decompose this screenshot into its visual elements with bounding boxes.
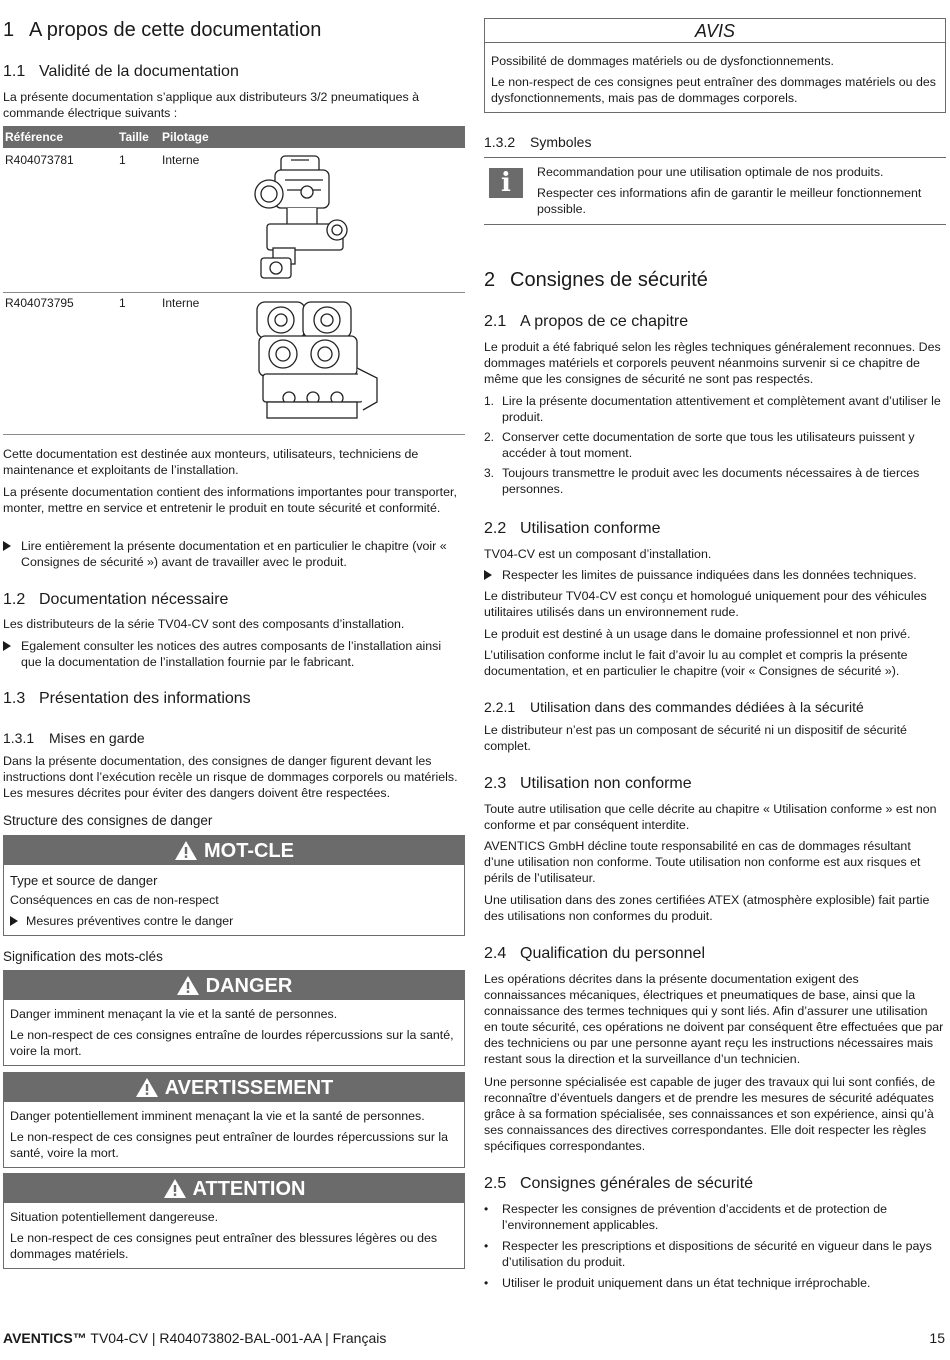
section-2-3-text-2: AVENTICS GmbH décline toute responsabilité en cas de dommages résultant d’une utilisation non conforme. Toute utilisation non conforme est aux risques et périls de l’utilisateur.	[484, 839, 921, 885]
warning-icon	[176, 975, 200, 996]
section-1-2-heading: 1.2 Documentation nécessaire	[3, 591, 229, 608]
avertissement-line-2: Le non-respect de ces consignes peut entraîner de lourdes répercussions sur la santé, voire la mort.	[10, 1130, 449, 1160]
section-2-4-heading: 2.4 Qualification du personnel	[484, 945, 706, 962]
danger-bar: DANGER	[4, 971, 464, 1000]
table-row-1-ref: R404073781	[5, 153, 74, 167]
section-1-1-heading: 1.1 Validité de la documentation	[3, 63, 239, 80]
list-item: • Utiliser le produit uniquement dans un état technique irréprochable.	[484, 1276, 871, 1290]
section-2-3-heading: 2.3 Utilisation non conforme	[484, 775, 692, 792]
attention-line-2: Le non-respect de ces consignes peut entraîner des blessures légères ou des dommages matériels.	[10, 1231, 438, 1261]
chapter-2-heading: 2 Consignes de sécurité	[484, 269, 708, 291]
warning-icon	[135, 1077, 159, 1098]
attention-bar: ATTENTION	[4, 1174, 464, 1203]
table-row-2-ref: R404073795	[5, 296, 74, 310]
section-2-4-text-1: Les opérations décrites dans la présente documentation exigent des connaissances mécaniques, électriques et pneumatiques de base, ainsi que la connaissance des termes techniques qui y sont liés. Afin d’assurer une utilisation en toute sécurité, ces opérations ne doivent par conséquent être effectuées que par des techniciens ou par une personne ayant reçu les instructions nécessaires mais restant sous la direction et la surveillance d’un technicien.	[484, 972, 944, 1066]
danger-box	[3, 970, 465, 1066]
section-1-2-text: Les distributeurs de la série TV04-CV sont des composants d’installation.	[3, 617, 405, 631]
section-2-4-text-2: Une personne spécialisée est capable de juger des travaux qui lui sont confiés, de reconnaître d’éventuels dangers et de prendre les mesures de sécurité adéquates grâce à sa formation spécialisée, ses connaissances et son expérience, ainsi qu’à ses connaissances des directives correspondantes. Elle doit respecter les règles spécifiques correspondantes.	[484, 1075, 936, 1153]
avertissement-box	[3, 1072, 465, 1168]
section-2-2-text-2: Le distributeur TV04-CV est conçu et homologué uniquement pour des véhicules utilitaires utilisés dans un environnement rude.	[484, 589, 927, 619]
section-2-5-list	[484, 1201, 944, 1291]
triangle-bullet-icon	[484, 570, 492, 580]
danger-line-2: Le non-respect de ces consignes entraîne de lourdes répercussions sur la santé, voire la mort.	[10, 1028, 454, 1058]
list-item: 2. Conserver cette documentation de sorte que tous les utilisateurs puissent y accéder à tout moment.	[484, 430, 915, 460]
structure-title: Structure des consignes de danger	[3, 813, 213, 828]
danger-line-1: Danger imminent menaçant la vie et la santé de personnes.	[10, 1007, 338, 1021]
triangle-bullet-icon	[3, 641, 11, 651]
table-bottom-divider	[3, 434, 465, 435]
section-2-3-text-3: Une utilisation dans des zones certifiées ATEX (atmosphère explosible) fait partie des utilisations non conformes du produit.	[484, 893, 930, 923]
section-1-3-1-text: Dans la présente documentation, des consignes de danger figurent devant les instructions dont l’exécution recèle un risque de dommages corporels ou matériels. Les mesures décrites pour éviter des dangers doivent être respectées.	[3, 754, 458, 800]
table-row-2-pilot: Interne	[162, 296, 200, 310]
motcle-measures: Mesures préventives contre le danger	[10, 911, 458, 932]
table-row-1-pilot: Interne	[162, 153, 200, 167]
section-1-2-bullet: Egalement consulter les notices des autres composants de l’installation ainsi que la documentation de l’installation fournie par le fabricant.	[3, 638, 461, 670]
attention-line-1: Situation potentiellement dangereuse.	[10, 1210, 219, 1224]
warning-icon	[174, 840, 198, 861]
warning-icon	[163, 1178, 187, 1199]
avertissement-line-1: Danger potentiellement imminent menaçant la vie et la santé de personnes.	[10, 1109, 425, 1123]
list-item: 1. Lire la présente documentation attentivement et complètement avant d’utiliser le produit.	[484, 394, 941, 424]
section-1-3-2-heading: 1.3.2 Symboles	[484, 134, 592, 150]
col-header-pilot: Pilotage	[162, 130, 209, 144]
validity-table-header	[3, 126, 465, 148]
avis-line-2: Le non-respect de ces consignes peut entraîner des dommages matériels ou des dysfonctionnements, mais pas de dommages corporels.	[491, 75, 936, 105]
footer-doc-info: AVENTICS™ TV04-CV | R404073802-BAL-001-AA | Français	[3, 1330, 387, 1346]
section-1-1-text: La présente documentation s’applique aux distributeurs 3/2 pneumatiques à commande électrique suivants :	[3, 90, 420, 120]
avertissement-bar: AVERTISSEMENT	[4, 1073, 464, 1102]
section-2-2-text-4: L’utilisation conforme inclut le fait d’avoir lu au complet et compris la présente documentation, et en particulier le chapitre (voir « Consignes de sécurité »).	[484, 648, 908, 678]
section-2-2-text-3: Le produit est destiné à un usage dans le domaine professionnel et non privé.	[484, 627, 911, 641]
section-2-1-heading: 2.1 A propos de ce chapitre	[484, 313, 689, 330]
double-valve-illustration	[253, 298, 383, 426]
list-item: • Respecter les prescriptions et dispositions de sécurité en vigueur dans le pays d’utilisation du produit.	[484, 1239, 932, 1269]
left-column	[3, 0, 465, 1261]
table-row-1-size: 1	[119, 153, 126, 167]
section-2-2-bullet: Respecter les limites de puissance indiquées dans les données techniques.	[484, 567, 946, 583]
intro-paragraph-1: Cette documentation est destinée aux monteurs, utilisateurs, techniciens de maintenance et exploitants de l’installation.	[3, 447, 419, 477]
table-row-divider	[3, 292, 465, 293]
section-2-1-list	[484, 393, 944, 497]
motcle-box	[3, 835, 465, 936]
symbols-line-1: Recommandation pour une utilisation optimale de nos produits.	[537, 165, 884, 179]
section-1-3-heading: 1.3 Présentation des informations	[3, 690, 251, 707]
section-2-5-heading: 2.5 Consignes générales de sécurité	[484, 1175, 754, 1192]
motcle-type: Type et source de danger	[10, 873, 158, 888]
single-valve-illustration	[247, 150, 355, 282]
col-header-reference: Référence	[5, 130, 64, 144]
intro-bullet: Lire entièrement la présente documentation et en particulier le chapitre (voir « Consignes de sécurité ») avant de travailler avec le produit.	[3, 538, 463, 570]
motcle-bar: MOT-CLE	[4, 836, 464, 865]
section-2-3-text-1: Toute autre utilisation que celle décrite au chapitre « Utilisation conforme » est non conforme et par conséquent interdite.	[484, 802, 937, 832]
triangle-bullet-icon	[10, 916, 18, 926]
section-2-2-text-1: TV04-CV est un composant d’installation.	[484, 547, 712, 561]
avis-bar: AVIS	[485, 19, 945, 43]
section-2-2-heading: 2.2 Utilisation conforme	[484, 520, 661, 537]
info-icon: i	[489, 168, 523, 198]
table-row-2-size: 1	[119, 296, 126, 310]
section-2-1-text: Le produit a été fabriqué selon les règles techniques généralement reconnues. Des dommages matériels et corporels peuvent néanmoins survenir si ce chapitre de même que les consignes de sécurité ne sont pas respectés.	[484, 340, 941, 386]
triangle-bullet-icon	[3, 541, 11, 551]
symbols-box	[484, 157, 946, 225]
avis-line-1: Possibilité de dommages matériels ou de dysfonctionnements.	[491, 54, 834, 68]
motcle-consequences: Conséquences en cas de non-respect	[10, 893, 219, 907]
avis-box	[484, 18, 946, 113]
section-1-3-1-heading: 1.3.1 Mises en garde	[3, 730, 145, 746]
chapter-1-heading: 1 A propos de cette documentation	[3, 19, 322, 41]
signification-title: Signification des mots-clés	[3, 949, 163, 964]
symbols-line-2: Respecter ces informations afin de garantir le meilleur fonctionnement possible.	[537, 186, 922, 216]
list-item: 3. Toujours transmettre le produit avec les documents nécessaires à de tierces personnes.	[484, 466, 920, 496]
col-header-size: Taille	[119, 130, 149, 144]
attention-box	[3, 1173, 465, 1269]
intro-paragraph-2: La présente documentation contient des informations importantes pour transporter, monter, mettre en service et entretenir le produit en toute sécurité et conformité.	[3, 485, 457, 515]
section-2-2-1-heading: 2.2.1 Utilisation dans des commandes dédiées à la sécurité	[484, 699, 864, 715]
footer-page-number: 15	[929, 1330, 945, 1346]
section-2-2-1-text: Le distributeur n’est pas un composant de sécurité ni un dispositif de sécurité complet.	[484, 723, 907, 753]
list-item: • Respecter les consignes de prévention d’accidents et de protection de l’environnement applicables.	[484, 1202, 888, 1232]
